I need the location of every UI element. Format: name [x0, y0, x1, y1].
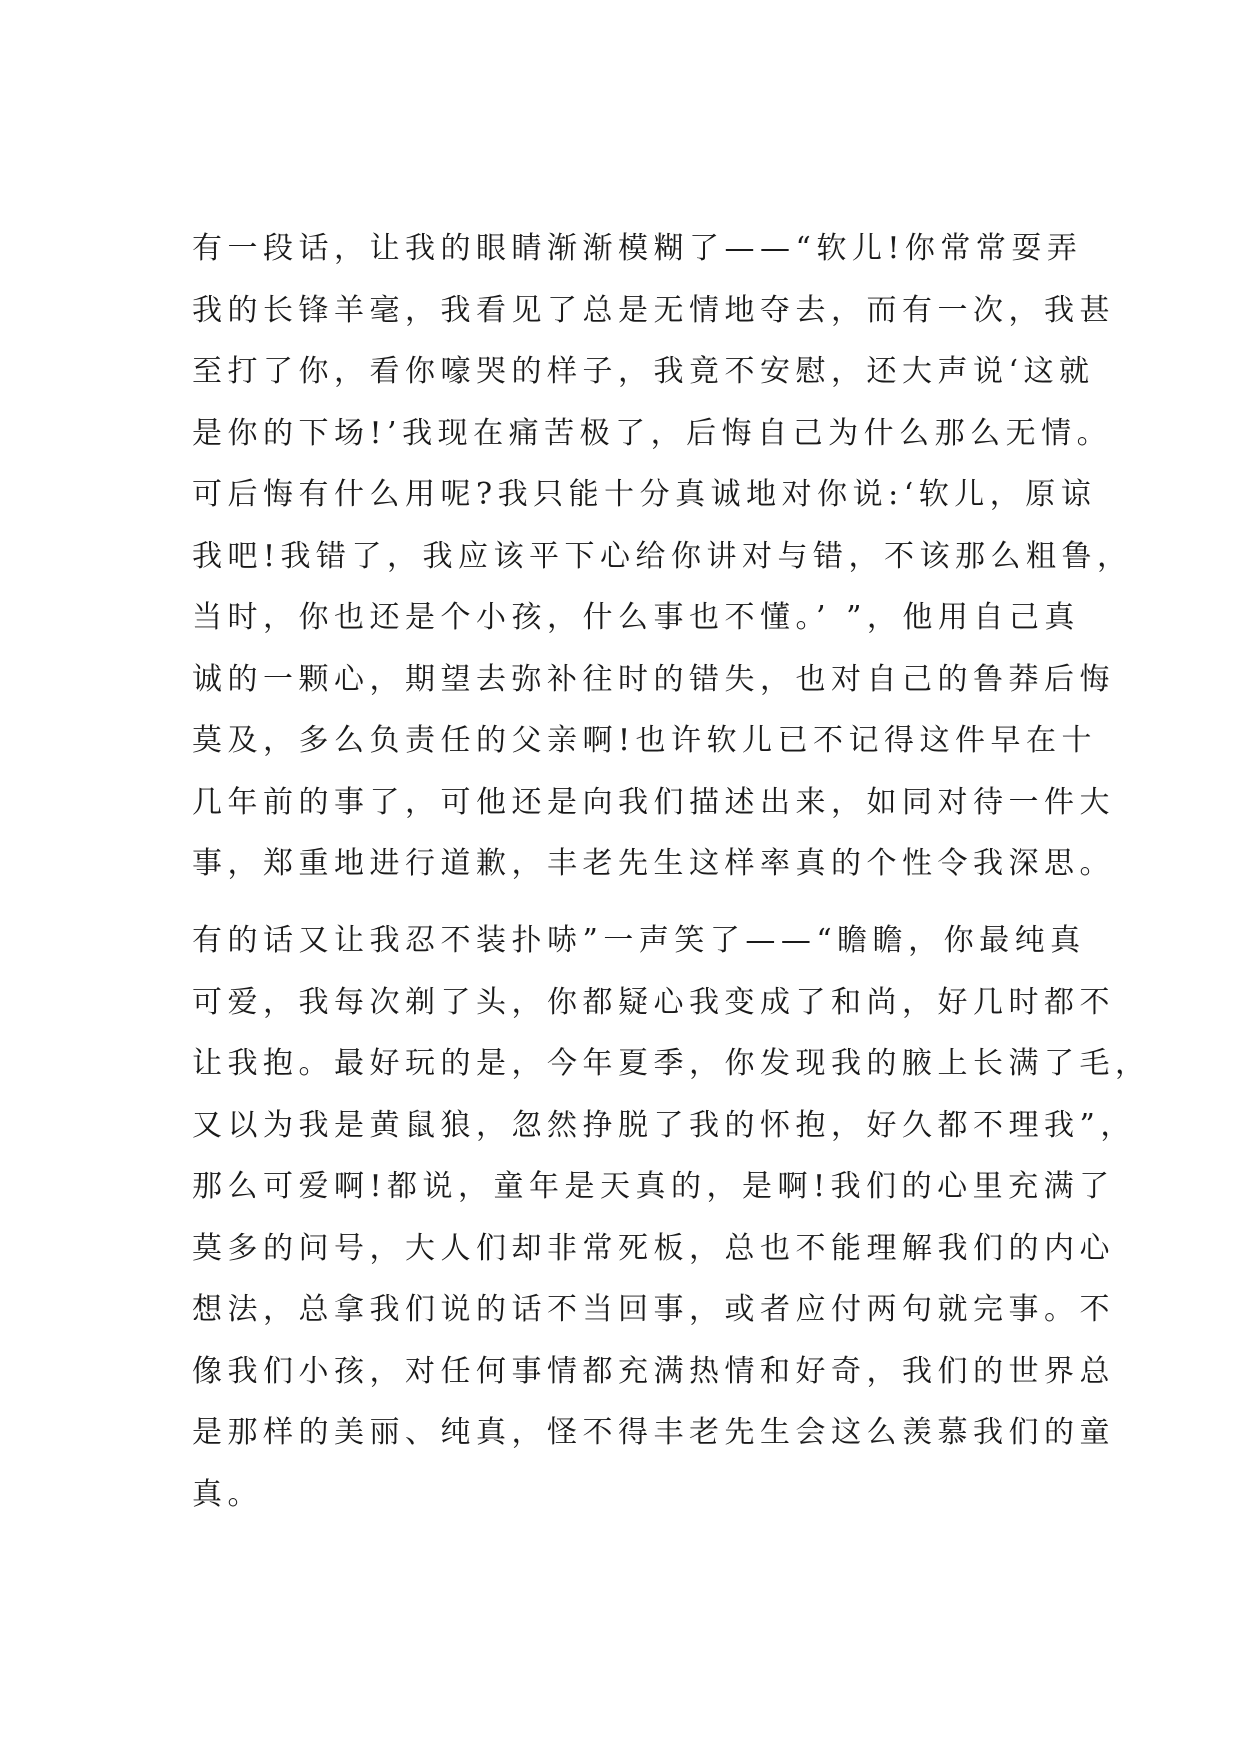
text-line: 又以为我是黄鼠狼，忽然挣脱了我的怀抱，好久都不理我”， — [192, 1107, 1136, 1143]
text-line: 有一段话，让我的眼睛渐渐模糊了——“软儿!你常常耍弄 — [192, 231, 1083, 266]
text-line: 莫多的问号，大人们却非常死板，总也不能理解我们的内心 — [192, 1230, 1115, 1266]
paragraph-1 — [192, 218, 1133, 895]
text-line: 像我们小孩，对任何事情都充满热情和好奇，我们的世界总 — [192, 1353, 1115, 1389]
text-line: 当时，你也还是个小孩，什么事也不懂。’ ”，他用自己真 — [192, 600, 1080, 635]
text-line: 那么可爱啊!都说，童年是天真的，是啊!我们的心里充满了 — [192, 1169, 1115, 1204]
text-line: 事，郑重地进行道歉，丰老先生这样率真的个性令我深思。 — [192, 846, 1115, 881]
text-line: 真。 — [192, 1476, 263, 1512]
paragraph-2 — [192, 910, 1151, 1525]
text-line: 让我抱。最好玩的是，今年夏季，你发现我的腋上长满了毛， — [192, 1046, 1151, 1081]
text-line: 至打了你，看你嚎哭的样子，我竟不安慰，还大声说‘这就 — [192, 354, 1095, 389]
text-line: 有的话又让我忍不装扑哧”一声笑了——“瞻瞻，你最纯真 — [192, 923, 1086, 958]
text-line: 是你的下场!’我现在痛苦极了，后悔自己为什么那么无情。 — [192, 415, 1113, 451]
text-line: 几年前的事了，可他还是向我们描述出来，如同对待一件大 — [192, 784, 1115, 820]
text-line: 我吧!我错了，我应该平下心给你讲对与错，不该那么粗鲁， — [192, 538, 1133, 574]
text-line: 莫及，多么负责任的父亲啊!也许软儿已不记得这件早在十 — [192, 723, 1098, 758]
text-line: 我的长锋羊毫，我看见了总是无情地夺去，而有一次，我甚 — [192, 292, 1115, 328]
text-line: 可爱，我每次剃了头，你都疑心我变成了和尚，好几时都不 — [192, 984, 1115, 1020]
text-line: 诚的一颗心，期望去弥补往时的错失，也对自己的鲁莽后悔 — [192, 661, 1115, 697]
text-line: 可后悔有什么用呢?我只能十分真诚地对你说:‘软儿，原谅 — [192, 477, 1097, 512]
text-line: 是那样的美丽、纯真，怪不得丰老先生会这么羡慕我们的童 — [192, 1415, 1115, 1450]
text-line: 想法，总拿我们说的话不当回事，或者应付两句就完事。不 — [192, 1292, 1115, 1327]
